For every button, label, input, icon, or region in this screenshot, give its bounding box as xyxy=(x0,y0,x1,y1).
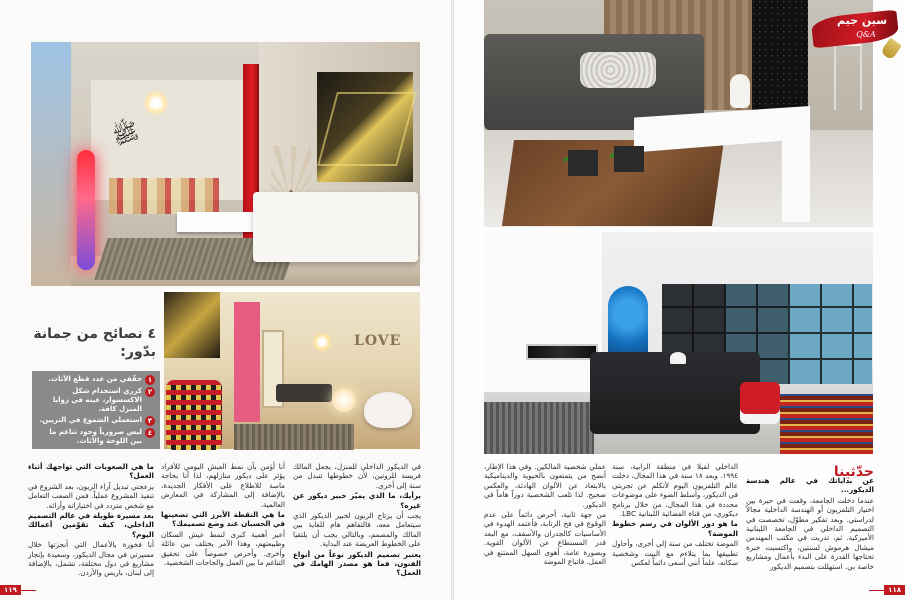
body-paragraph: يجب أن يرتاح الزبون لخبير الديكور الذي سيتعامل معه، فالتفاهم هام للغاية بين المالك والمصمم، وبالتالي يجب أن يلتقيا على الخطوط العريضة عند البداية. xyxy=(293,511,421,549)
tip-text: خفّفي من عدد قطع الأثاث. xyxy=(48,375,142,383)
black-sofa xyxy=(590,352,760,434)
article-column xyxy=(28,462,154,578)
body-paragraph: الموضة تختلف من سنة إلى أخرى، وأحاول تطبيقها بما يتلاءم مع البيت وشخصية سكانه، علماً أنني أسعى دائماً لعكس xyxy=(612,539,738,568)
window xyxy=(31,42,71,286)
tip-text: ليس ضرورياً وجود تناغم ما بين اللوحة والأثاث. xyxy=(49,428,142,445)
section-banner xyxy=(812,6,902,56)
interview-question: يعتبر تصميم الديكور نوعاً من أنواع الفنون، فما هو مصدر الهامك في العمل؟ xyxy=(293,549,421,578)
tip-item xyxy=(37,387,155,414)
page-gutter xyxy=(451,0,454,600)
body-paragraph: من جهة ثانية، أحرص دائماً على عدم الوقوع في فخ الرتابة، فأعتمد الهدوء في الأساسيات كالجدران والأسقف، مع البعد قدر المستطاع عن الألوان القوية. وبصورة عامة، أهوى السهل الممتنع في العمل. فاتباع الموضة xyxy=(484,510,606,567)
body-paragraph: أنا أؤمن بأن نمط العيش اليومي للأفراد يؤثر على ديكور منازلهم، لذا أنا بحاجة ماسة للاطلاع على الأفكار الجديدة، بالإضافة إلى المشاركة في المعارض العالمية. xyxy=(161,462,285,509)
body-paragraph: عندما دخلت الجامعة، وقعت في حيرة بين اختيار التلفزيون أو الهندسة الداخلية مجالاً لدراستي. وبعد تفكير مطوّل، تخصصت في التصميم الداخلي في الجامعة اللبنانية الأميركية. ثم، تدربت في مكتب المهندس ميشال هرموش لسنتين، واكتسبت خبرة تحتاجها القدرة على البدء بأعمال ومشاريع خاصة بي. استهللت بتصميم الديكور xyxy=(746,495,874,571)
tip-text: كرري استخدام شكل الاكسسوار، عينه في زوايا المنزل كافة. xyxy=(52,387,142,413)
interview-question: عن بداياتك في عالم هندسة الديكور... xyxy=(746,476,874,495)
table-lamp xyxy=(670,352,686,364)
floor-lamp xyxy=(77,150,95,270)
chandelier xyxy=(312,332,332,352)
dining-chairs xyxy=(109,178,219,214)
pillow xyxy=(580,52,656,88)
article-column xyxy=(612,462,738,566)
article-heading: حدّثينا xyxy=(833,464,874,480)
tip-item xyxy=(37,428,155,446)
body-paragraph: أنا فخورة بالأعمال التي أنجزتها خلال مسيرتي في مجال الديكور، وسعيدة بإنجاز مشاريع في دول مختلفة، تشمل، بالإضافة إلى لبنان، باريس والأردن. xyxy=(28,540,154,578)
wall-painting xyxy=(164,292,220,358)
interview-question: ما هي النقطة الأبرز التي تضعينها في الحسبان عند وضع تصميمك؟ xyxy=(161,510,285,529)
white-cat xyxy=(730,74,750,108)
section-subtitle: Q&A xyxy=(856,30,876,39)
open-plan-living-photo xyxy=(484,232,873,454)
interview-question: ما هي الصعوبات التي تواجهك أثناء العمل؟ xyxy=(28,462,154,481)
article-column xyxy=(161,462,285,566)
patterned-armchair xyxy=(166,380,222,450)
tip-item xyxy=(37,375,155,385)
plant-pot xyxy=(614,146,644,172)
living-room-photo xyxy=(31,42,420,286)
tip-number: ١ xyxy=(145,375,155,385)
article-column xyxy=(293,462,421,578)
dark-sofa xyxy=(276,384,332,402)
patterned-chair-room-photo xyxy=(164,289,420,449)
section-title: سين جيم xyxy=(836,14,888,27)
body-paragraph: في الديكور الداخلي للمنزل، يجعل المالك فريسة للروتين، لأن خطوطها تتبدل من سنة إلى أخرى. xyxy=(293,462,421,490)
white-sofa xyxy=(253,192,418,262)
tip-number: ٣ xyxy=(145,416,155,426)
fireplace xyxy=(526,344,598,360)
striped-rug xyxy=(780,394,873,454)
black-curtain xyxy=(752,0,808,112)
body-paragraph: يزعجني تبديل آراء الزبون، بعد الشروع في تنفيذ المشروع عملياً. فمن الصعب التعامل مع شخص متردد في اختياراته وآرائه. xyxy=(28,481,154,510)
love-sign: LOVE xyxy=(354,333,402,349)
round-window xyxy=(608,286,648,356)
plant-pot xyxy=(568,150,598,176)
body-paragraph: أعير أهمية كبرى لنمط عيش السكان وطبيعتهم، وهذا الأمر يختلف بين عائلة وأخرى. وأحرص خصوصاً على تحقيق التناغم ما بين العمل والحاجات الشخصية. xyxy=(161,529,285,568)
tips-title: ٤ نصائح من جمانة بدّور: xyxy=(33,326,156,360)
toy-car xyxy=(740,382,780,424)
body-paragraph: الداخلي لفيلا في منطقة الرابية، سنة ١٩٩٤. وبعد ١٨ سنة في هذا المجال، دخلت عالم التلفزيون اليوم لأتكلم عن تجربتي في الديكور، وأسلط الضوء على موضوعات محددة في هذا المجال، من خلال برنامج ديكوري، من قناة الفضائية اللبنانية LBC. xyxy=(612,462,738,519)
page-number-right: ١١٨ xyxy=(884,585,905,595)
pink-wall xyxy=(234,302,260,422)
rug xyxy=(234,424,354,450)
rug xyxy=(484,402,594,454)
interview-question: بعد مسيرة طويلة في عالم التصميم الداخلي، كيف تقوّمين أعمالك اليوم؟ xyxy=(28,511,154,539)
article-column xyxy=(484,462,606,566)
white-chair xyxy=(364,392,412,428)
white-wall xyxy=(484,232,602,392)
tip-item xyxy=(37,416,155,426)
interview-question: برأيك، ما الذي يميّز خبير ديكور عن غيره؟ xyxy=(293,491,421,510)
tip-text: استعملي الشموع في التزيين. xyxy=(39,416,142,424)
tip-number: ٢ xyxy=(145,387,155,397)
glowing-orb-lamp xyxy=(332,388,356,412)
article-column xyxy=(746,458,874,571)
tips-box xyxy=(32,371,160,449)
chandelier xyxy=(143,90,169,116)
calligraphy-art: ﷺ xyxy=(109,118,143,151)
coffee-table xyxy=(177,212,255,232)
wall-painting xyxy=(317,72,413,182)
page-number-left: ١١٩ xyxy=(0,585,21,595)
tip-number: ٤ xyxy=(145,428,155,438)
interview-question: ما هو دور الألوان في رسم خطوط الموضة؟ xyxy=(612,519,738,538)
body-paragraph: عملي شخصية المالكين. وفي هذا الإطار، أنصح من يتمتعون بالحيوية والديناميكية بالابتعاد عن الألوان الهادئة، والعكس صحيح. لذا تلعب الشخصية دوراً هاماً في الديكور. xyxy=(484,462,606,509)
